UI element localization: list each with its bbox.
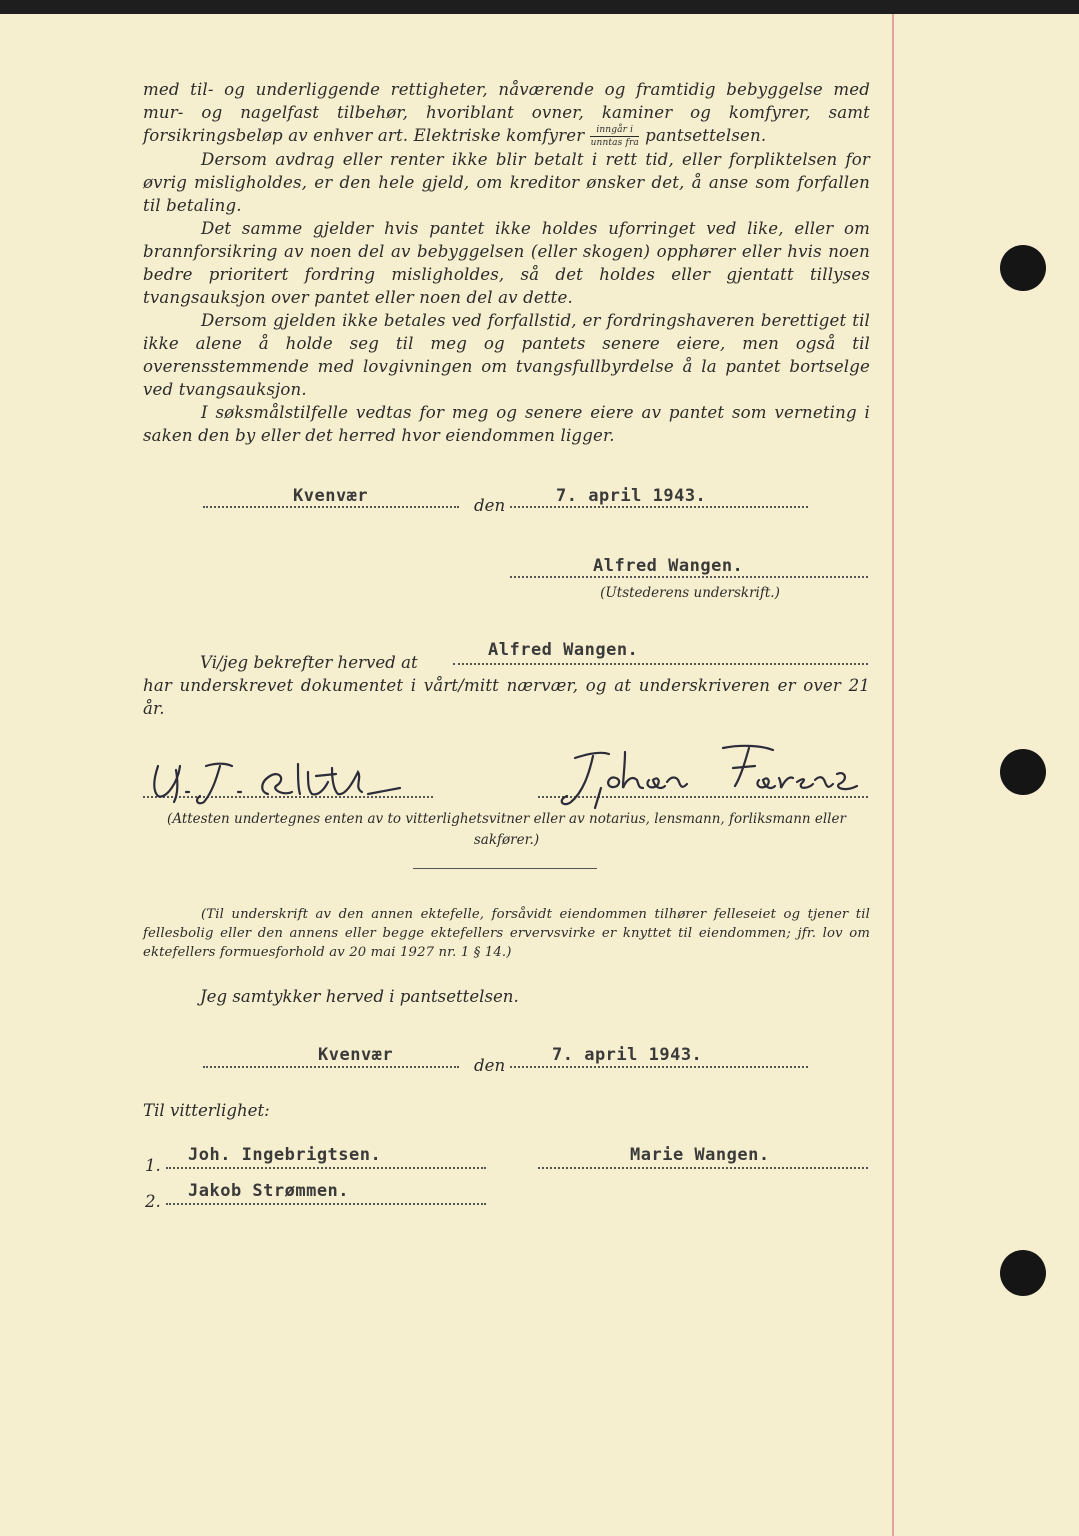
- fraction-bottom: unntas fra: [590, 138, 639, 148]
- spouse-note-text: (Til underskrift av den annen ektefelle, forsåvidt eiendommen tilhører felleseiet og tjener til fellesbolig eller den annens eller begge ektefellers ervervsvirke er knyttet til eiendommen; jfr. lov om ektefellers formuesforhold av 20 mai 1927 nr. 1 § 14.): [143, 907, 870, 960]
- date-dots-1: [510, 506, 808, 508]
- issuer-signature: Alfred Wangen.: [593, 556, 744, 576]
- place-dots-2: [203, 1066, 459, 1068]
- terms-paragraph-3: Det samme gjelder hvis pantet ikke holdes uforringet ved like, eller om brannforsikring av noen del av bebyggelsen (eller skogen) opphører eller hvis noen bedre prioritert fordring misligholdes, så det holdes eller gjentatt tillyses tvangsauksjon over pantet eller noen del av dette.: [143, 219, 870, 307]
- witness-heading: Til vitterlighet:: [143, 1101, 270, 1120]
- witness-name-1: Joh. Ingebrigtsen.: [188, 1145, 382, 1165]
- spouse-signature-dots: [538, 1167, 868, 1169]
- confirm-rest-text: har underskrevet dokumentet i vårt/mitt nærvær, og at underskriveren er over 21 år.: [143, 676, 870, 718]
- witness-signature-2: [553, 738, 863, 813]
- date-dots-2: [510, 1066, 808, 1068]
- place-1: Kvenvær: [293, 486, 369, 506]
- spouse-signature: Marie Wangen.: [630, 1145, 770, 1165]
- terms-text: [143, 78, 870, 447]
- confirm-name: Alfred Wangen.: [488, 640, 639, 660]
- punch-hole-bottom: [1000, 1250, 1046, 1296]
- confirm-prefix: Vi/jeg bekrefter herved at: [200, 653, 418, 672]
- attest-note: (Attesten undertegnes enten av to vitterlighetsvitner eller av notarius, lensmann, forliksmann eller sakfører.): [167, 811, 846, 848]
- consent-text: Jeg samtykker herved i pantsettelsen.: [200, 987, 519, 1006]
- spouse-note: [143, 905, 870, 962]
- terms-paragraph-1: [143, 78, 870, 148]
- date-1: 7. april 1943.: [556, 486, 707, 506]
- den-label-1: den: [474, 496, 506, 515]
- witness-signature-1: [148, 752, 418, 807]
- terms-paragraph-2: Dersom avdrag eller renter ikke blir betalt i rett tid, eller forpliktelsen for øvrig misligholdes, er den hele gjeld, om kreditor ønsker det, å anse som forfallen til betaling.: [143, 150, 870, 215]
- confirm-dots: [453, 663, 868, 665]
- issuer-dots: [510, 576, 868, 578]
- witness-dots-1: [166, 1167, 486, 1169]
- confirm-rest: [143, 674, 870, 720]
- witness-dots-2: [166, 1203, 486, 1205]
- fraction-suffix: pantsettelsen.: [645, 126, 767, 145]
- witness-name-2: Jakob Strømmen.: [188, 1181, 350, 1201]
- section-divider: [413, 868, 597, 869]
- witness-number-1: 1.: [145, 1156, 161, 1175]
- date-2: 7. april 1943.: [552, 1045, 703, 1065]
- den-label-2: den: [474, 1056, 506, 1075]
- fraction-top: inngår i: [590, 125, 639, 137]
- margin-rule: [892, 14, 894, 1536]
- terms-paragraph-5: I søksmålstilfelle vedtas for meg og senere eiere av pantet som verneting i saken den by eller det herred hvor eiendommen ligger.: [143, 403, 870, 445]
- place-2: Kvenvær: [318, 1045, 394, 1065]
- fraction-choice: [590, 125, 639, 148]
- terms-paragraph-1-text: med til- og underliggende rettigheter, nåværende og framtidig bebyggelse med mur- og nagelfast tilbehør, hvoriblant ovner, kaminer og komfyrer, samt forsikringsbeløp av enhver art. Elektriske komfyrer: [143, 80, 870, 145]
- punch-hole-middle: [1000, 749, 1046, 795]
- terms-paragraph-4: Dersom gjelden ikke betales ved forfallstid, er fordringshaveren berettiget til ikke alene å holde seg til meg og pantets senere eiere, men også til overensstemmende med lovgivningen om tvangsfullbyrdelse å la pantet bortselge ved tvangsauksjon.: [143, 311, 870, 399]
- place-dots-1: [203, 506, 459, 508]
- scan-top-edge: [0, 0, 1079, 14]
- issuer-caption: (Utstederens underskrift.): [600, 585, 780, 601]
- witness-number-2: 2.: [145, 1192, 161, 1211]
- punch-hole-top: [1000, 245, 1046, 291]
